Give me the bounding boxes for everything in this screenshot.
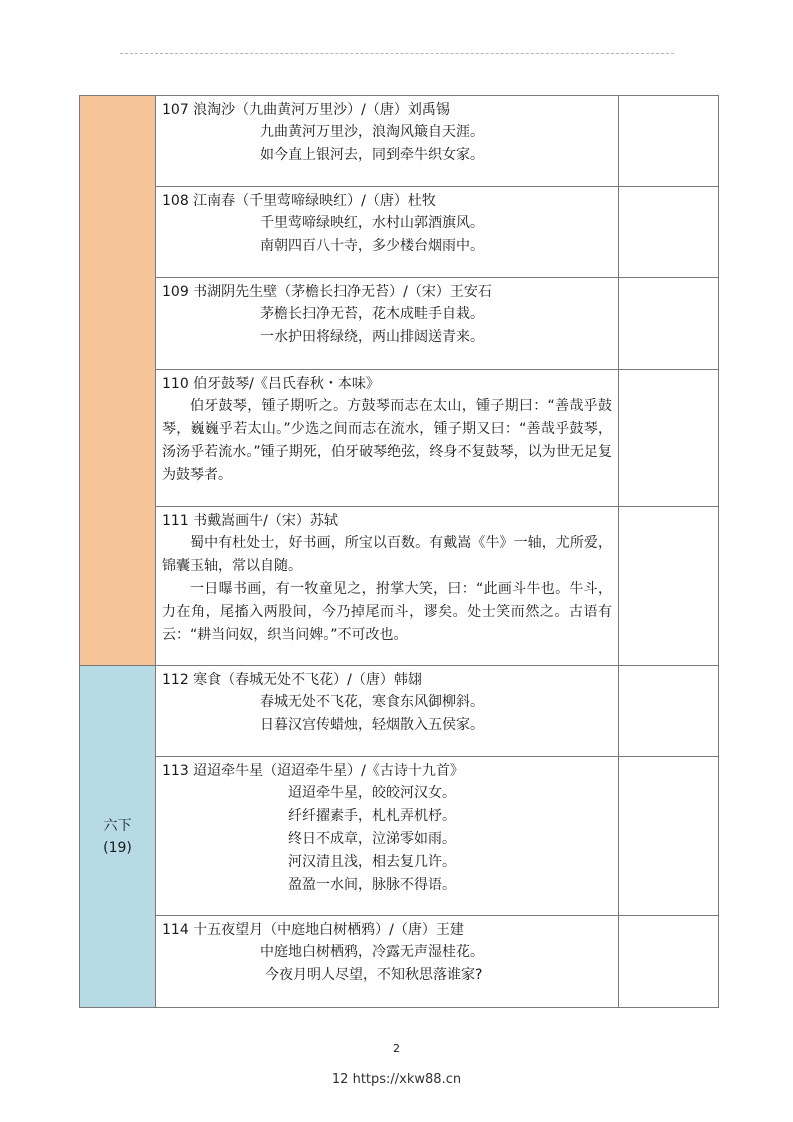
grade-count: (19) — [103, 839, 132, 856]
verse-line: 盈盈一水间，脉脉不得语。 — [288, 877, 456, 893]
blank-cell — [619, 370, 719, 507]
entry-title: 113 迢迢牵牛星（迢迢牵牛星）/《古诗十九首》 — [162, 763, 464, 779]
entry-cell — [156, 96, 619, 187]
blank-cell — [619, 666, 719, 757]
prose-paragraph: 蜀中有杜处士，好书画，所宝以百数。有戴嵩《牛》一轴，尤所爱，锦囊玉轴，常以自随。 — [162, 535, 612, 574]
page-number: 2 — [393, 1042, 400, 1055]
entry-cell — [156, 370, 619, 507]
verse-line: 终日不成章，泣涕零如雨。 — [288, 831, 456, 847]
entry-title: 109 书湖阴先生壁（茅檐长扫净无苔）/（宋）王安石 — [162, 284, 492, 300]
grade-cell-blue — [80, 666, 156, 1008]
verse-line: 中庭地白树栖鸦，冷露无声湿桂花。 — [260, 944, 484, 960]
verse-line: 千里莺啼绿映红，水村山郭酒旗风。 — [260, 215, 484, 231]
blank-cell — [619, 187, 719, 278]
blank-cell — [619, 507, 719, 666]
grade-label: 六下 — [103, 817, 132, 834]
verse-line: 一水护田将绿绕，两山排闼送青来。 — [260, 329, 484, 345]
entry-title: 108 江南春（千里莺啼绿映红）/（唐）杜牧 — [162, 193, 436, 209]
blank-cell — [619, 757, 719, 916]
entry-title: 111 书戴嵩画牛/（宋）苏轼 — [162, 513, 338, 529]
table-row — [80, 278, 719, 370]
verse-line: 河汉清且浅，相去复几许。 — [288, 854, 456, 870]
verse-line: 九曲黄河万里沙，浪淘风簸自天涯。 — [260, 124, 484, 140]
entry-title: 107 浪淘沙（九曲黄河万里沙）/（唐）刘禹锡 — [162, 102, 450, 118]
entry-cell — [156, 916, 619, 1008]
verse-line: 南朝四百八十寺，多少楼台烟雨中。 — [260, 238, 484, 254]
verse-line: 春城无处不飞花，寒食东风御柳斜。 — [260, 694, 484, 710]
table-row — [80, 507, 719, 666]
entry-title: 112 寒食（春城无处不飞花）/（唐）韩翃 — [162, 672, 422, 688]
entry-cell — [156, 507, 619, 666]
entry-title: 110 伯牙鼓琴/《吕氏春秋・本味》 — [162, 376, 380, 392]
entry-cell — [156, 666, 619, 757]
entry-cell — [156, 757, 619, 916]
blank-cell — [619, 96, 719, 187]
blank-cell — [619, 278, 719, 370]
table-row — [80, 916, 719, 1008]
grade-cell-orange — [80, 96, 156, 666]
verse-line: 迢迢牵牛星，皎皎河汉女。 — [288, 785, 456, 801]
table-row — [80, 187, 719, 278]
footer-url: 12 https://xkw88.cn — [331, 1072, 462, 1087]
verse-line: 纤纤擢素手，札札弄机杼。 — [288, 808, 456, 824]
verse-line: 茅檐长扫净无苔，花木成畦手自栽。 — [260, 306, 484, 322]
verse-line: 如今直上银河去，同到牵牛织女家。 — [260, 147, 484, 163]
verse-line: 今夜月明人尽望，不知秋思落谁家? — [265, 967, 483, 983]
verse-line: 日暮汉宫传蜡烛，轻烟散入五侯家。 — [260, 717, 484, 733]
entry-cell — [156, 187, 619, 278]
table-row — [80, 666, 719, 757]
prose-paragraph: 一日曝书画，有一牧童见之，拊掌大笑，曰：“此画斗牛也。牛斗，力在角，尾搐入两股间，今乃掉尾而斗，谬矣。处士笑而然之。古语有云：“耕当问奴，织当问婢。”不可改也。 — [162, 581, 612, 643]
table-row — [80, 370, 719, 507]
poem-table — [79, 95, 719, 1008]
table-row — [80, 757, 719, 916]
prose-paragraph: 伯牙鼓琴，锺子期听之。方鼓琴而志在太山，锺子期曰：“善哉乎鼓琴，巍巍乎若太山。”少选之间而志在流水，锺子期又曰：“善哉乎鼓琴，汤汤乎若流水。”锺子期死，伯牙破琴绝弦，终身不复鼓琴，以为世无足复为鼓琴者。 — [162, 398, 612, 483]
table-row — [80, 96, 719, 187]
entry-cell — [156, 278, 619, 370]
header-rule — [120, 53, 674, 54]
blank-cell — [619, 916, 719, 1008]
entry-title: 114 十五夜望月（中庭地白树栖鸦）/（唐）王建 — [162, 922, 464, 938]
